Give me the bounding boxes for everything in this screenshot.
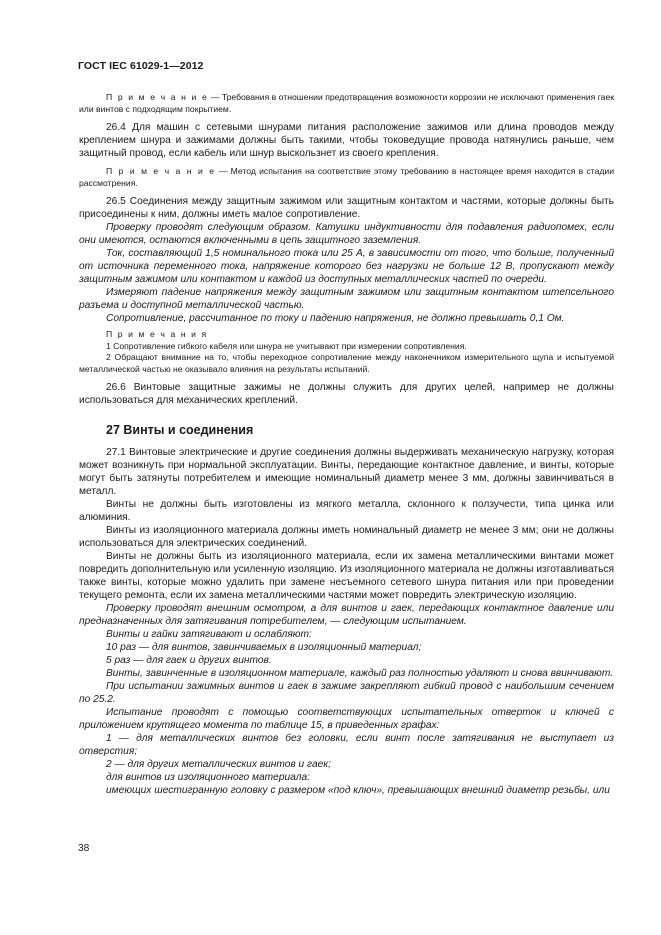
test-paragraph: Проверку проводят внешним осмотром, а для винтов и гаек, передающих контактное давление или предназначенных для затягивания потребителем, — следующим испытанием. [79,603,614,627]
section-heading: 27 Винты и соединения [106,423,254,437]
test-paragraph: имеющих шестигранную головку с размером «под ключ», превышающих внешний диаметр резьбы, или [106,785,610,796]
test-paragraph: Испытание проводят с помощью соответствующих испытательных отверток и ключей с приложением крутящего момента по таблице 15, в приведенных графах: [79,707,614,731]
paragraph: Винты не должны быть изготовлены из мягкого металла, склонного к ползучести, типа цинка или алюминия. [79,499,614,523]
test-paragraph: 5 раз — для гаек и других винтов. [106,655,272,666]
test-paragraph: Проверку проводят следующим образом. Катушки индуктивности для подавления радиопомех, если они имеются, остаются включенными в цепь защитного заземления. [79,222,614,246]
note [79,166,614,189]
paragraph: Винты не должны быть из изоляционного материала, если их замена металлическими винтами может повредить дополнительную или усиленную изоляцию. Из изоляционного материала не должны изготавливаться также винты, которые можно удалить при замене несъемного сетевого шнура питания или при проведении текущего ремонта, если их замена металлическими частями может повредить электрическую изоляцию. [79,551,614,601]
note-label: П р и м е ч а н и е [106,92,209,102]
document-body [79,92,614,797]
test-paragraph: Сопротивление, рассчитанное по току и падению напряжения, не должно превышать 0,1 Ом. [106,313,565,324]
page-number: 38 [78,843,90,854]
note-item: 1 Сопротивление гибкого кабеля или шнура не учитывают при измерении сопротивления. [106,340,467,351]
test-paragraph: 10 раз — для винтов, завинчиваемых в изоляционный материал; [106,642,422,653]
paragraph: 26.6 Винтовые защитные зажимы не должны служить для других целей, например не должны использоваться для механических креплений. [79,382,614,406]
paragraph: Винты из изоляционного материала должны иметь номинальный диаметр не менее 3 мм; они не должны использоваться для электрических соединений. [79,525,614,549]
note-text: — Метод испытания на соответствие этому требованию в настоящее время находится в стадии рассмотрения. [79,166,614,188]
paragraph: 26.4 Для машин с сетевыми шнурами питания расположение зажимов или длина проводов между креплением шнура и зажимами должны быть такими, чтобы токоведущие провода натянулись раньше, чем защитный провод, если кабель или шнур выскользнет из своего крепления. [79,122,614,159]
test-paragraph: 2 — для других металлических винтов и гаек; [106,759,331,770]
document-header: ГОСТ IEC 61029-1—2012 [78,60,204,72]
test-paragraph: для винтов из изоляционного материала: [106,772,310,783]
paragraph: 26.5 Соединения между защитным зажимом или защитным контактом и частями, которые должны быть присоединены к ним, должны иметь малое сопротивление. [79,196,614,220]
test-paragraph: Ток, составляющий 1,5 номинального тока или 25 А, в зависимости от того, что больше, полученный от источника переменного тока, напряжение которого без нагрузки не больше 12 В, пропускают между защитным зажимом или контактом и каждой из доступных металлических частей по очереди. [79,248,614,285]
test-paragraph: Измеряют падение напряжения между защитным зажимом или защитным контактом штепсельного разъема и доступной металлической частью. [79,287,614,311]
test-paragraph: 1 — для металлических винтов без головки, если винт после затягивания не выступает из отверстия; [79,733,614,757]
note [79,92,614,115]
note-text: — Требования в отношении предотвращения возможности коррозии не исключают применения гаек или винтов с подходящим покрытием. [79,92,614,114]
test-paragraph: Винты, завинченные в изоляционном материале, каждый раз полностью удаляют и снова ввинчивают. [106,668,614,679]
test-paragraph: Винты и гайки затягивают и ослабляют: [106,629,312,640]
paragraph: 27.1 Винтовые электрические и другие соединения должны выдерживать механическую нагрузку, которая может возникнуть при нормальной эксплуатации. Винты, передающие контактное давление, и винты, которые могут быть затянуты потребителем и имеющие номинальный диаметр менее 3 мм, должны завинчиваться в металл. [79,447,614,497]
notes-heading: П р и м е ч а н и я [106,329,208,339]
note-label: П р и м е ч а н и е [106,166,216,176]
test-paragraph: При испытании зажимных винтов и гаек в зажиме закрепляют гибкий провод с наибольшим сечением по 25.2. [79,681,614,705]
note-item: 2 Обращают внимание на то, чтобы переходное сопротивление между наконечником измерительного щупа и испытуемой металлической частью не оказывало влияния на результаты испытаний. [79,352,614,374]
